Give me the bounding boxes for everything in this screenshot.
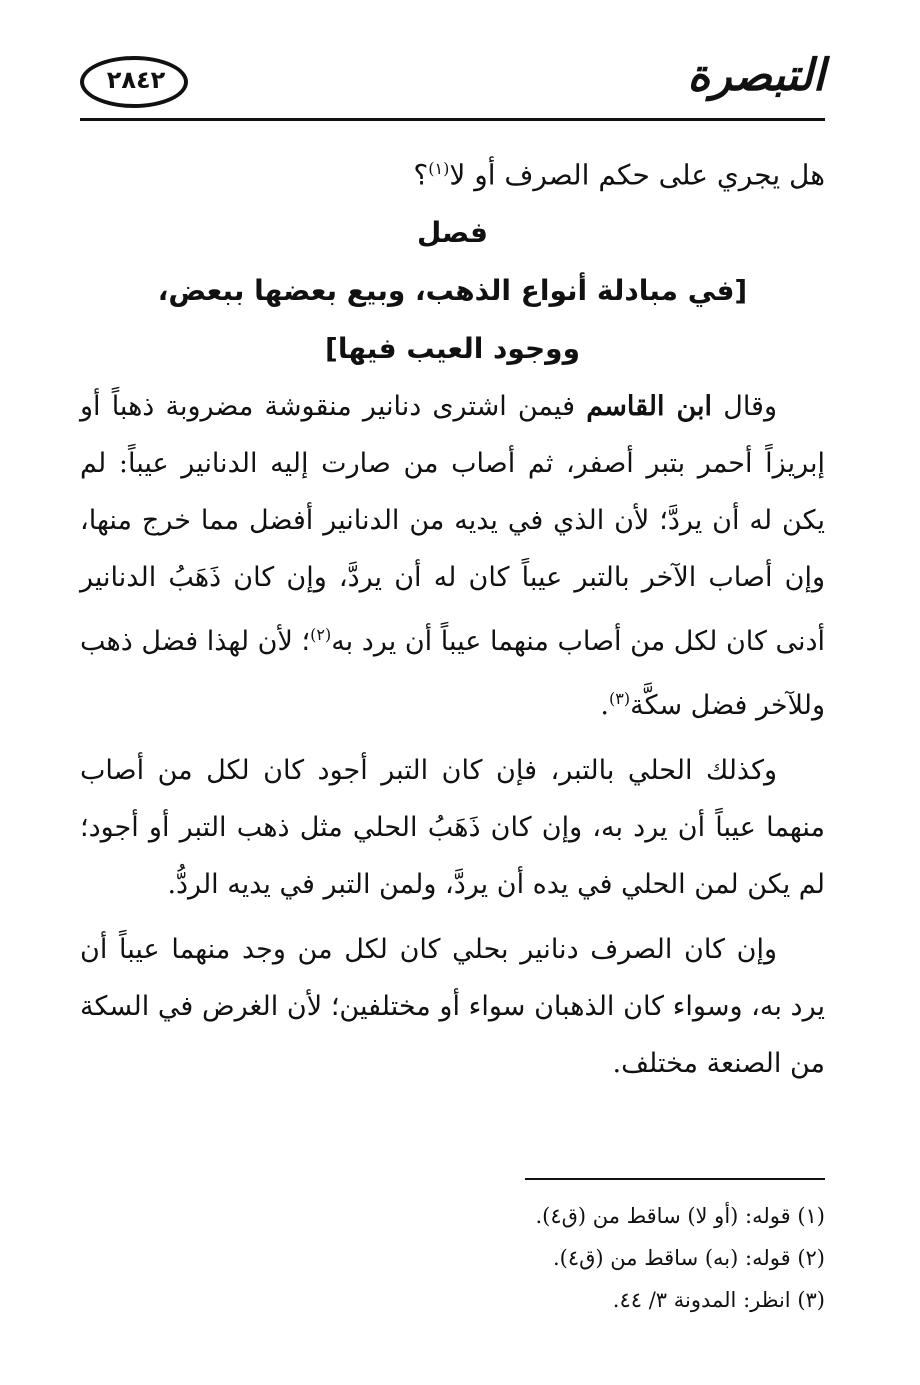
footnotes: [80, 1195, 825, 1321]
book-title: التبصرة: [687, 50, 825, 101]
footnote-2: (٢) قوله: (به) ساقط من (ق٤).: [552, 1246, 825, 1270]
page-number: ٢٨٤٢: [106, 66, 166, 94]
opening-line-end: ؟: [413, 158, 429, 192]
author-name: ابن القاسم: [586, 391, 713, 423]
paragraph-2: وكذلك الحلي بالتبر، فإن كان التبر أجود كان لكل من أصاب منهما عيباً أن يرد به، وإن كان ذَهَبُ الحلي مثل ذهب التبر أو أجود؛ لم يكن لمن الحلي في يده أن يردَّ، ولمن التبر في يديه الردُّ.: [80, 755, 825, 901]
paragraph-1-end: .: [600, 690, 609, 722]
paragraph-1-text-2: ؛ لأن لهذا فضل ذهب وللآخر فضل سكَّة: [80, 626, 825, 722]
footnote-1: (١) قوله: (أو لا) ساقط من (ق٤).: [535, 1204, 825, 1228]
footnote-3: (٣) انظر: المدونة ٣/ ٤٤.: [612, 1288, 825, 1312]
section-subheading-line-2: ووجود العيب فيها]: [325, 332, 580, 366]
paragraph-3: وإن كان الصرف دنانير بحلي كان لكل من وجد منهما عيباً أن يرد به، وسواء كان الذهبان سواء أو مختلفين؛ لأن الغرض في السكة من الصنعة مختلف.: [80, 934, 825, 1080]
header-rule: [80, 118, 825, 121]
opening-line: [80, 140, 825, 204]
footnote-ref-2: (٢): [310, 625, 332, 645]
section-subheading-line-1: [في مبادلة أنواع الذهب، وبيع بعضها ببعض،: [157, 274, 748, 308]
footnote-ref-3: (٣): [609, 689, 631, 709]
opening-line-text: هل يجري على حكم الصرف أو لا: [449, 158, 825, 192]
footnote-ref-1: (١): [428, 159, 450, 178]
page-header: [80, 46, 825, 126]
paragraph-1-text: فيمن اشترى دنانير منقوشة مضروبة ذهباً أو إبريزاً أحمر بتبر أصفر، ثم أصاب من صارت إليه الدنانير عيباً: لم يكن له أن يردَّ؛ لأن الذي في يديه من الدنانير أفضل مما خرج منها، وإن أصاب الآخر بالتبر عيباً كان له أن يردَّ، وإن كان ذَهَبُ الدنانير أدنى كان لكل من أصاب منهما عيباً أن يرد به: [80, 391, 826, 658]
footnote-separator: [525, 1178, 825, 1180]
section-heading: فصل: [417, 216, 488, 250]
paragraph-1-lead: وقال: [723, 391, 777, 423]
paragraph-1: [80, 378, 825, 734]
page-content: [80, 140, 825, 1100]
